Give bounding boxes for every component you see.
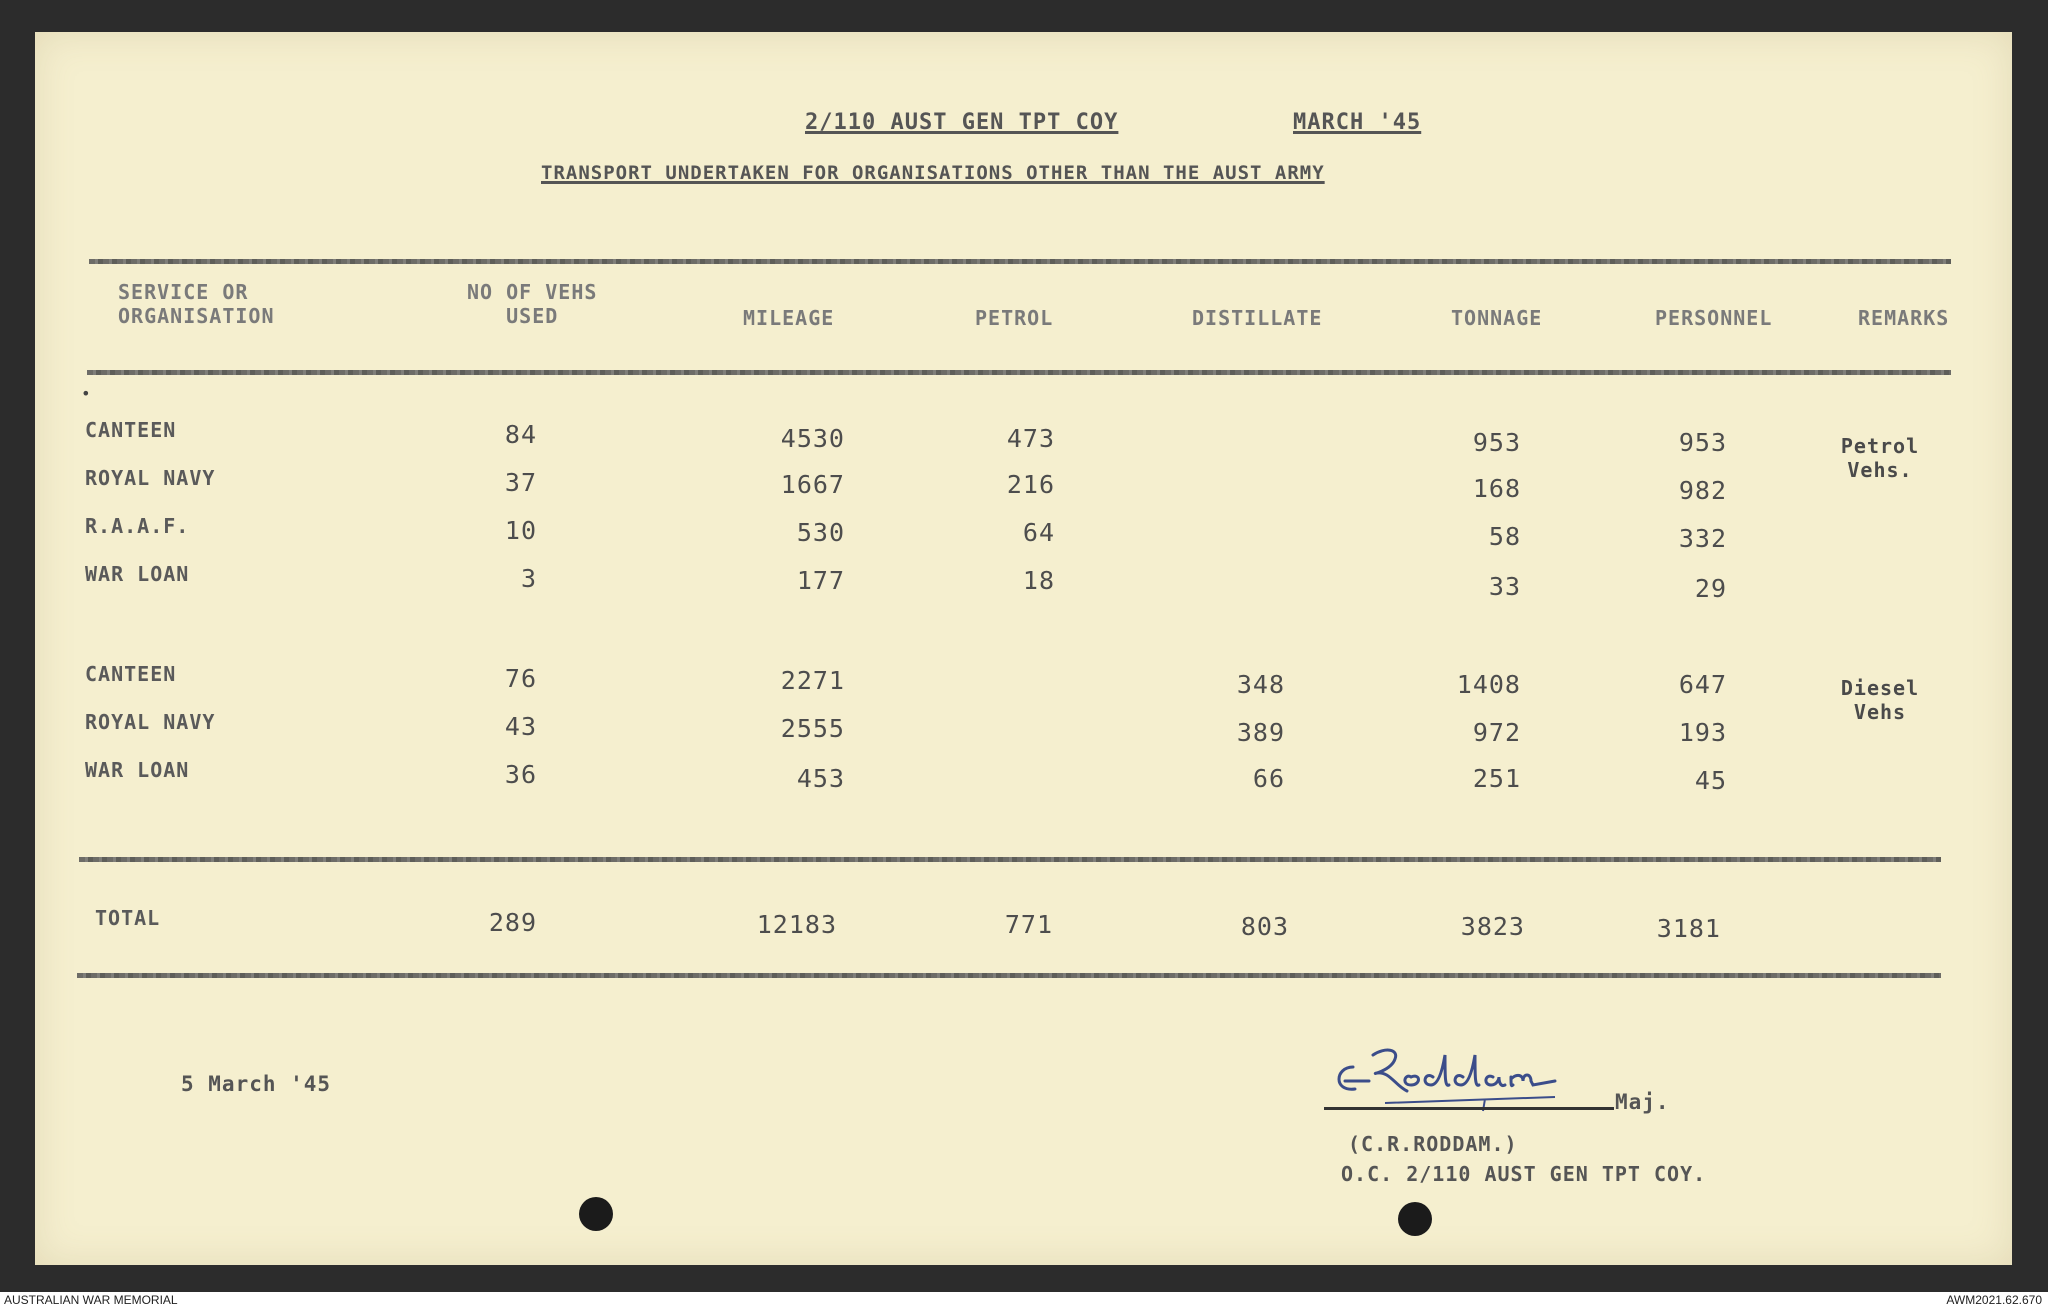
signer-name: (C.R.RODDAM.) — [1348, 1132, 1518, 1156]
remark-petrol-line2: Vehs. — [1847, 458, 1913, 482]
row-vehs: 10 — [504, 516, 537, 545]
row-distillate: 348 — [1236, 670, 1285, 699]
col-header-petrol: PETROL — [975, 306, 1054, 330]
document-page — [35, 32, 2012, 1265]
row-org: CANTEEN — [85, 662, 177, 686]
signer-position: O.C. 2/110 AUST GEN TPT COY. — [1341, 1162, 1707, 1186]
row-personnel: 332 — [1678, 524, 1727, 553]
row-vehs: 37 — [504, 468, 537, 497]
row-personnel: 193 — [1678, 718, 1727, 747]
row-mileage: 177 — [796, 566, 845, 595]
signature-rule — [1324, 1107, 1614, 1110]
row-personnel: 982 — [1678, 476, 1727, 505]
remark-petrol-line1: Petrol — [1840, 434, 1920, 458]
signature — [1325, 1037, 1665, 1127]
unit-title: 2/110 AUST GEN TPT COY — [805, 110, 1119, 135]
row-tonnage: 33 — [1488, 572, 1521, 601]
row-mileage: 1667 — [780, 470, 845, 499]
row-personnel: 29 — [1694, 574, 1727, 603]
total-mileage: 12183 — [756, 910, 837, 939]
row-tonnage: 58 — [1488, 522, 1521, 551]
stray-mark: • — [81, 384, 92, 403]
row-org: ROYAL NAVY — [85, 466, 216, 490]
row-distillate: 389 — [1236, 718, 1285, 747]
col-header-service — [118, 280, 275, 328]
total-vehs: 289 — [488, 908, 537, 937]
col-header-remarks: REMARKS — [1858, 306, 1950, 330]
remark-diesel — [1830, 676, 1930, 724]
row-petrol: 473 — [1006, 424, 1055, 453]
row-tonnage: 953 — [1472, 428, 1521, 457]
row-vehs: 76 — [504, 664, 537, 693]
archive-footer — [0, 1292, 2048, 1309]
archive-accession: AWM2021.62.670 — [1946, 1293, 2042, 1307]
signer-rank: Maj. — [1615, 1090, 1670, 1114]
row-tonnage: 972 — [1472, 718, 1521, 747]
row-org: CANTEEN — [85, 418, 177, 442]
row-mileage: 2555 — [780, 714, 845, 743]
punch-hole-left — [579, 1197, 613, 1231]
col-header-tonnage: TONNAGE — [1451, 306, 1543, 330]
row-petrol: 216 — [1006, 470, 1055, 499]
row-org: R.A.A.F. — [85, 514, 190, 538]
col-header-distillate: DISTILLATE — [1192, 306, 1323, 330]
remark-diesel-line2: Vehs — [1853, 700, 1907, 724]
row-org: ROYAL NAVY — [85, 710, 216, 734]
row-mileage: 453 — [796, 764, 845, 793]
row-vehs: 36 — [504, 760, 537, 789]
row-petrol: 18 — [1022, 566, 1055, 595]
row-vehs: 3 — [520, 564, 537, 593]
total-label: TOTAL — [95, 906, 161, 930]
col-header-mileage: MILEAGE — [743, 306, 835, 330]
row-petrol: 64 — [1022, 518, 1055, 547]
report-subtitle: TRANSPORT UNDERTAKEN FOR ORGANISATIONS OTHER THAN THE AUST ARMY — [541, 162, 1325, 184]
total-personnel: 3181 — [1656, 914, 1721, 943]
col-header-vehs-line2: USED — [506, 304, 559, 328]
row-tonnage: 1408 — [1456, 670, 1521, 699]
col-header-service-line2: ORGANISATION — [118, 304, 275, 328]
row-mileage: 530 — [796, 518, 845, 547]
row-tonnage: 168 — [1472, 474, 1521, 503]
total-petrol: 771 — [1004, 910, 1053, 939]
row-distillate: 66 — [1252, 764, 1285, 793]
row-mileage: 4530 — [780, 424, 845, 453]
report-month: MARCH '45 — [1293, 110, 1422, 135]
col-header-service-line1: SERVICE OR — [118, 280, 249, 304]
archive-institution: AUSTRALIAN WAR MEMORIAL — [4, 1293, 178, 1307]
row-org: WAR LOAN — [85, 758, 190, 782]
table-bottom-rule — [77, 973, 1941, 978]
row-vehs: 43 — [504, 712, 537, 741]
row-mileage: 2271 — [780, 666, 845, 695]
report-date: 5 March '45 — [181, 1072, 332, 1096]
total-tonnage: 3823 — [1460, 912, 1525, 941]
remark-diesel-line1: Diesel — [1840, 676, 1920, 700]
row-vehs: 84 — [504, 420, 537, 449]
remark-petrol — [1830, 434, 1930, 482]
col-header-personnel: PERSONNEL — [1655, 306, 1773, 330]
col-header-vehs-line1: NO OF VEHS — [467, 280, 598, 304]
row-org: WAR LOAN — [85, 562, 190, 586]
total-top-rule — [79, 857, 1941, 862]
col-header-vehs — [467, 280, 597, 328]
header-bottom-rule — [87, 370, 1951, 375]
row-personnel: 45 — [1694, 766, 1727, 795]
total-distillate: 803 — [1240, 912, 1289, 941]
punch-hole-right — [1398, 1202, 1432, 1236]
table-top-rule — [89, 259, 1951, 264]
row-tonnage: 251 — [1472, 764, 1521, 793]
row-personnel: 953 — [1678, 428, 1727, 457]
row-personnel: 647 — [1678, 670, 1727, 699]
